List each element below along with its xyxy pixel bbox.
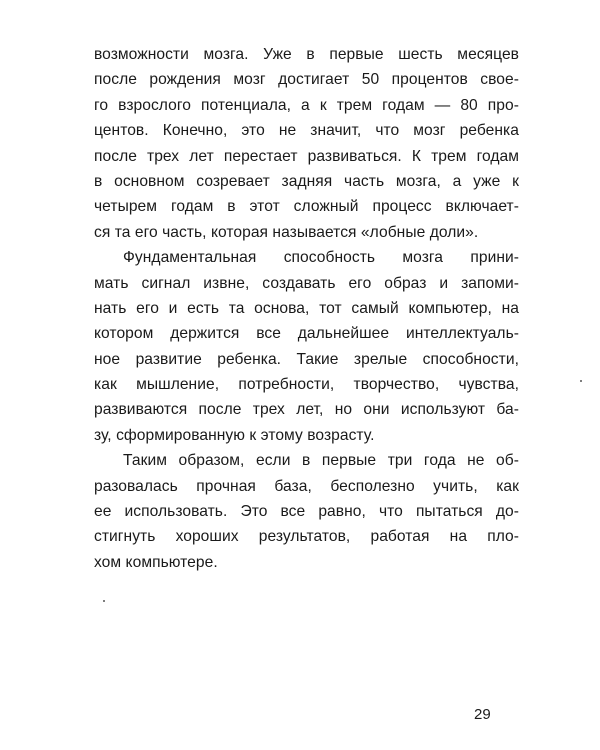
text-line: котором держится все дальнейшее интеллектуаль-	[94, 325, 519, 343]
text-line: хом компьютере.	[94, 553, 218, 571]
text-line: ся та его часть, которая называется «лобные доли».	[94, 223, 479, 241]
text-line: го взрослого потенциала, а к трем годам — 80 про-	[94, 96, 519, 114]
text-line: зу, сформированную к этому возрасту.	[94, 426, 375, 444]
text-line: после рождения мозг достигает 50 процентов свое-	[94, 71, 519, 89]
paragraph-2	[94, 245, 519, 448]
paragraph-1	[94, 42, 519, 245]
text-line: как мышление, потребности, творчество, чувства,	[94, 376, 519, 394]
text-line: ное развитие ребенка. Такие зрелые способности,	[94, 350, 519, 368]
text-line: развиваются после трех лет, но они используют ба-	[94, 401, 519, 419]
page-number: 29	[474, 706, 491, 723]
text-line: четырем годам в этот сложный процесс включает-	[94, 198, 519, 216]
scan-speck	[580, 380, 582, 382]
text-line: в основном созревает задняя часть мозга, а уже к	[94, 172, 519, 190]
text-line: нать его и есть та основа, тот самый компьютер, на	[94, 299, 519, 317]
text-line: центов. Конечно, это не значит, что мозг ребенка	[94, 122, 519, 140]
body-text	[94, 42, 519, 575]
text-line: ее использовать. Это все равно, что пытаться до-	[94, 503, 519, 521]
text-line: стигнуть хороших результатов, работая на пло-	[94, 528, 519, 546]
scan-speck	[103, 600, 105, 602]
text-line: после трех лет перестает развиваться. К трем годам	[94, 147, 519, 165]
text-line: возможности мозга. Уже в первые шесть месяцев	[94, 46, 519, 63]
paragraph-3	[94, 448, 519, 575]
text-line: разовалась прочная база, бесполезно учить, как	[94, 477, 519, 495]
text-line: Таким образом, если в первые три года не об-	[123, 452, 519, 470]
text-line: Фундаментальная способность мозга прини-	[123, 249, 519, 267]
text-line: мать сигнал извне, создавать его образ и запоми-	[94, 274, 519, 292]
